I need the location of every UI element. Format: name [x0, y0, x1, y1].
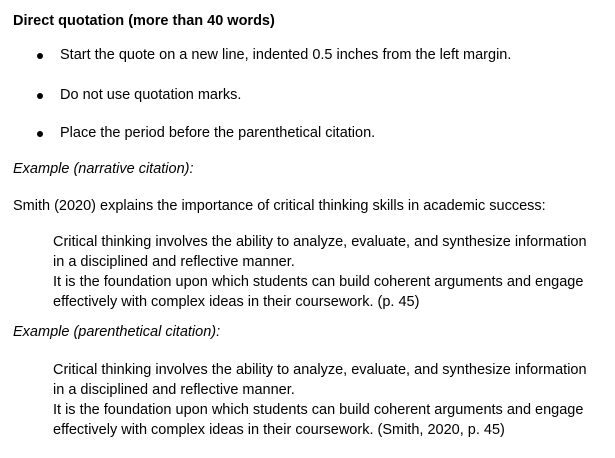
example-narrative-label: Example (narrative citation): — [13, 161, 194, 177]
section-heading: Direct quotation (more than 40 words) — [13, 13, 275, 29]
quote-line: Critical thinking involves the ability to analyze, evaluate, and synthesize information — [53, 234, 587, 250]
example-parenthetical-label: Example (parenthetical citation): — [13, 324, 221, 340]
quote-line: in a disciplined and reflective manner. — [53, 254, 295, 270]
quote-line: in a disciplined and reflective manner. — [53, 382, 295, 398]
quote-line: It is the foundation upon which students can build coherent arguments and engage — [53, 402, 584, 418]
guideline-item — [0, 124, 375, 142]
guideline-text: Do not use quotation marks. — [60, 87, 242, 103]
block-quote-narrative — [53, 232, 605, 312]
quote-line: effectively with complex ideas in their coursework. (p. 45) — [53, 294, 420, 310]
guideline-text: Start the quote on a new line, indented 0.5 inches from the left margin. — [60, 47, 512, 63]
quote-line: effectively with complex ideas in their coursework. (Smith, 2020, p. 45) — [53, 422, 505, 438]
guideline-text: Place the period before the parenthetical citation. — [60, 125, 376, 141]
block-quote-parenthetical — [53, 360, 605, 440]
bullet-dot-icon — [37, 93, 43, 99]
quote-line: Critical thinking involves the ability to analyze, evaluate, and synthesize information — [53, 362, 587, 378]
bullet-dot-icon — [37, 131, 43, 137]
example-narrative-intro: Smith (2020) explains the importance of critical thinking skills in academic success: — [13, 198, 546, 214]
bullet-dot-icon — [37, 53, 43, 59]
guideline-item — [0, 86, 241, 104]
guideline-item — [0, 46, 511, 64]
quote-line: It is the foundation upon which students can build coherent arguments and engage — [53, 274, 584, 290]
